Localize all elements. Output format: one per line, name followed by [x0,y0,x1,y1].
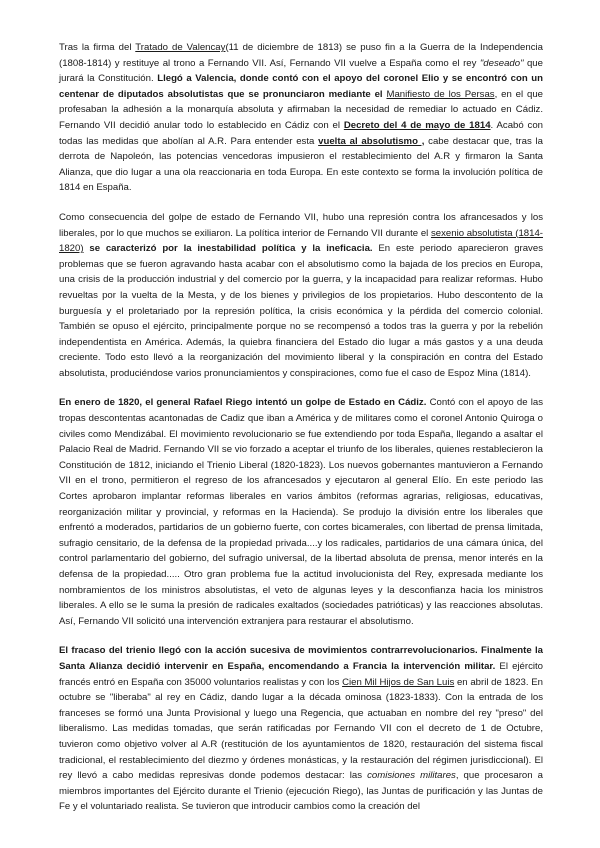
italic-text: comisiones militares [367,770,456,782]
bold-text: se caracterizó por la inestabilidad política y la ineficacia. [83,243,379,255]
link-text[interactable]: sexenio absolutista (1814-1820) [59,227,543,255]
paragraph-4 [59,643,543,815]
highlighted-link-text[interactable]: vuelta al absolutismo , [318,135,425,147]
highlighted-link-text[interactable]: Decreto del 4 de mayo de 1814 [343,119,491,131]
body-text: (11 de diciembre de 1813) se puso fin a la Guerra de la Independencia (1808-1814) y restituye al trono a Fernando VII. Así, Fernando VII vuelve a España como el rey [59,42,543,69]
paragraph-1 [59,40,543,196]
link-text[interactable]: Tratado de Valencay [135,42,226,53]
body-text: , en el que profesaban la adhesión a la monarquía absoluta y afirmaban la necesidad de remediar lo actuado en Cádiz. Fernando VII decidió anular todo lo establecido en Cádiz con el [59,88,544,131]
paragraph-3 [59,395,543,629]
body-text: en abril de 1823. En octubre se "liberaba" al rey en Cádiz, dando lugar a la década ominosa (1823-1833). Con la entrada de los franceses se formó una Junta Provisional y luego una Regencia, que actuaban en nombre del rey "preso" del liberalismo. Las medidas tomadas, que serán ratificadas por Fernando VII con el decreto de 1 de Octubre, tuvieron como objetivo volver al A.R (restitución de los ayuntamientos de 1820, restauración del sistema fiscal tradicional, el restablecimiento del diezmo y órdenes monásticas, y la restauración del régimen jurisdiccional). El rey llevó a cabo medidas represivas donde podemos destacar: las [59,676,543,782]
document-body [59,40,543,829]
body-text: cabe destacar que, tras la derrota de Napoleón, las potencias vencedoras impusieron el restablecimiento del A.R y firmaron la Santa Alianza, que dio lugar a una ola reaccionaria en toda Europa. En este contexto se forma la involución política de 1814 en España. [59,135,543,194]
body-text: , que procesaron a miembros importantes del Ejército durante el Trienio (ejecución Riego), las Juntas de purificación y las Juntas de Fe y el voluntariado realista. Se tuvieron que introducir cambios como la creación del [59,770,543,813]
body-text: . Acabó con todas las medidas que abolían al A.R. Para entender esta [59,119,543,147]
link-text[interactable]: Cien Mil Hijos de San Luis [342,676,455,688]
body-text: En este periodo aparecieron graves problemas que se fueron agravando hasta acabar con el absolutismo como la bajada de los precios en Europa, una crisis de la producción industrial y del comercio por la guerra, y la incapacidad para realizar reformas. Hubo revueltas por la vuelta de la Mesta, y de los bienes y privilegios de los propietarios. Hubo descontento de la burguesía y el proletariado por la represión política, la crisis económica y la pérdida del comercio colonial. También se opuso el ejército, principalmente porque no se recompensó a todos tras la guerra y por la rebelión independentista en América. Además, la quiebra financiera del Estado dio lugar a más gastos y a una deuda creciente. Todo esto llevó a la reorganización del movimiento liberal y la conspiración en contra del Estado absolutista, produciéndose varios pronunciamientos y conspiraciones, como fue el caso de Espoz Mina (1814). [59,243,543,379]
body-text: El ejército francés entró en España con 35000 voluntarios realistas y con los [59,660,543,688]
paragraph-2 [59,210,543,382]
italic-text: "deseado" [479,57,524,69]
bold-text: El fracaso del trienio llegó con la acción sucesiva de movimientos contrarrevolucionarios. Finalmente la Santa Alianza decidió intervenir en España, encomendando a Francia la intervención militar. [59,645,543,672]
bold-text: Llegó a Valencia, donde contó con el apoyo del coronel Elio y se encontró con un centenar de diputados absolutistas que se pronunciaron mediante el [59,73,544,100]
body-text: Contó con el apoyo de las tropas descontentas acantonadas de Cadiz que iban a América y de militares como el coronel Antonio Quiroga o civiles como Mendizábal. El movimiento revolucionario se fue extendiendo por toda España, llegando a asaltar el Palacio Real de Madrid. Fernando VII se vio forzado a aceptar el triunfo de los liberales, quienes restablecieron la Constitución de 1812, iniciando el Trienio Liberal (1820-1823). Los nuevos gobernantes mantuvieron a Fernando VII en el trono, permitieron el regreso de los afrancesados y ejecutaron al general Elío. En este periodo las Cortes aprobaron implantar reformas liberales en varios ámbitos (reformas agrarias, religiosas, educativas, reorganización militar y provincial, y reformas en la Hacienda). Se produjo la división entre los liberales que enfrentó a moderados, partidarios de un gobierno fuerte, con cortes bicamerales, con libertad de prensa limitada, sufragio censitario, de la defensa de la propiedad privada....y los radicales, partidarios de una cámara única, del control parlamentario del gobierno, del sufragio universal, de la libertad absoluta de prensa, menor interés en la defensa de la propiedad..... Otro gran problema fue la actitud involucionista del Rey, expresada mediante los nombramientos de los ministros absolutistas, el veto de algunas leyes y la desconfianza hacia los ministros liberales. A ello se le suma la presión de radicales exaltados (sociedades patrióticas) y las reacciones absolutas. Así, Fernando VII solicitó una intervención extranjera para restaurar el absolutismo. [59,397,544,627]
body-text: Tras la firma del [59,42,136,53]
body-text: que jurará la Constitución. [59,57,543,85]
body-text: Como consecuencia del golpe de estado de Fernando VII, hubo una represión contra los afrancesados y los liberales, por lo que muchos se exiliaron. La política interior de Fernando VII durante el [59,211,543,239]
bold-text: En enero de 1820, el general Rafael Riego intentó un golpe de Estado en Cádiz. [59,397,430,409]
link-text[interactable]: Manifiesto de los Persas [386,88,495,100]
